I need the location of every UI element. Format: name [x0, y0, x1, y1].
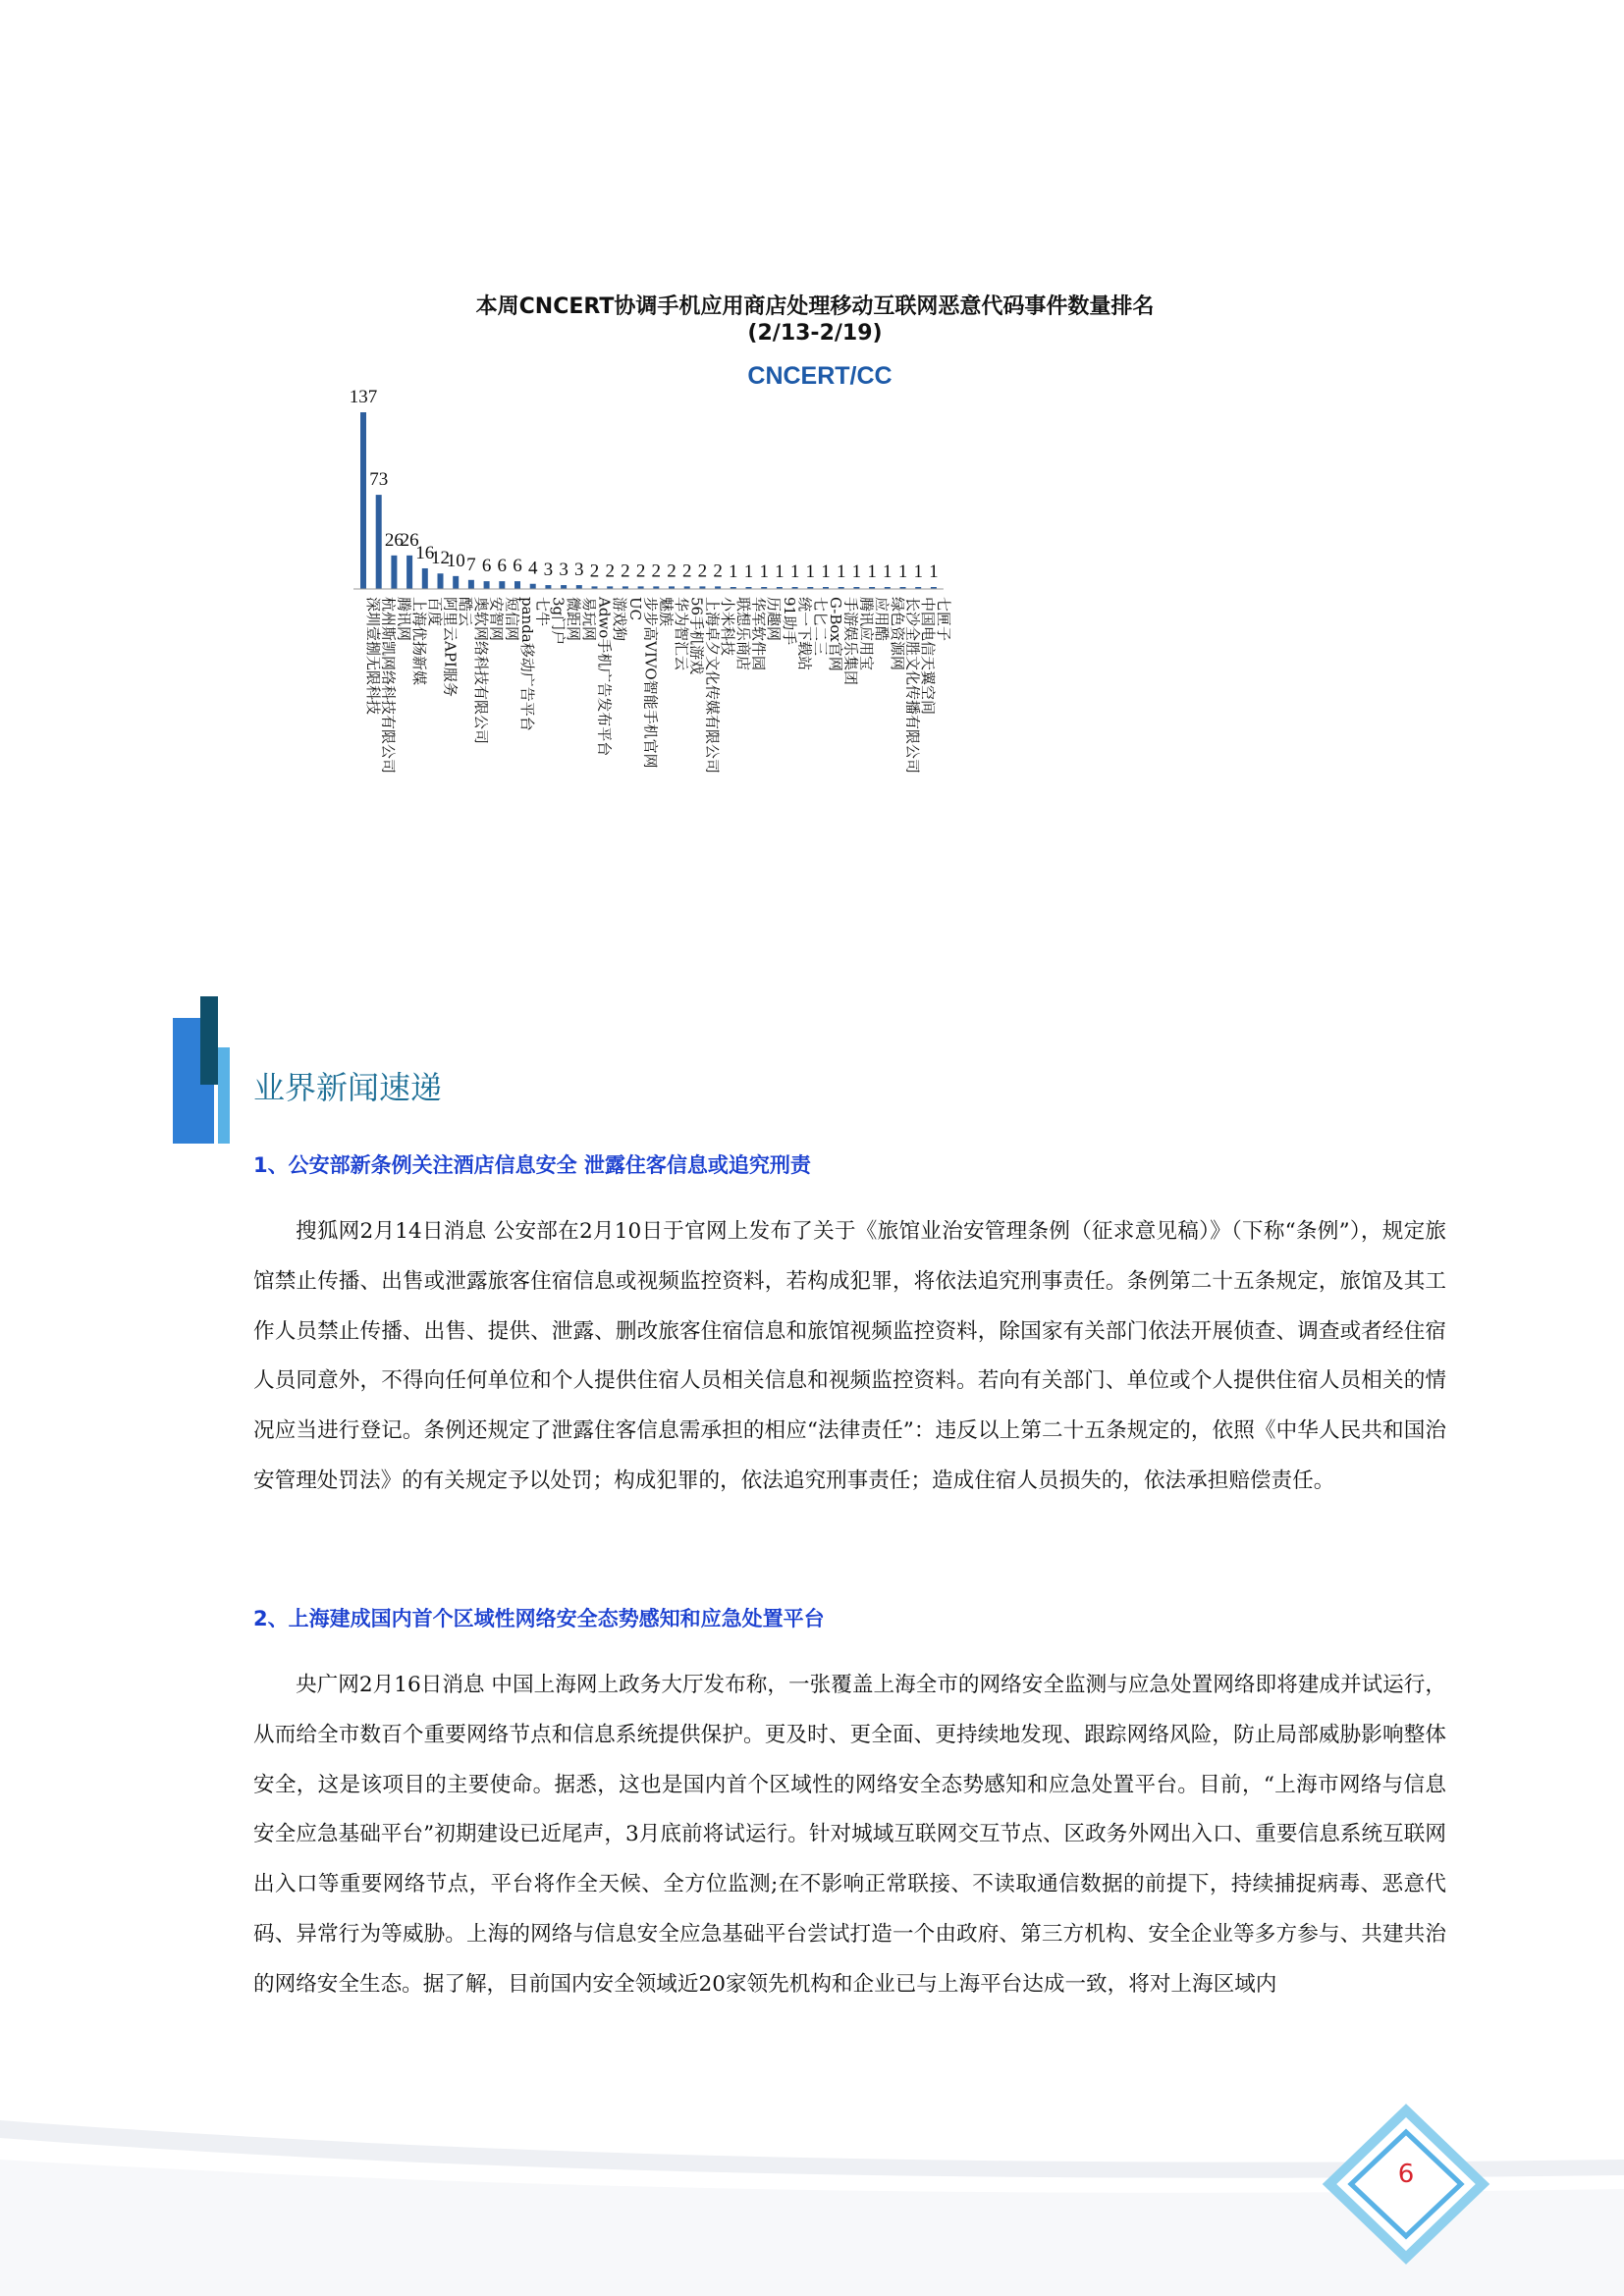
category-label-11: panda移动广告平台 — [518, 597, 536, 731]
category-label-19: 步步高VIVO智能手机官网 — [641, 597, 660, 769]
bar-value-label-5: 16 — [415, 542, 435, 563]
category-label-22: 56手机游戏 — [687, 597, 706, 675]
category-label-3: 腾讯网 — [395, 597, 413, 642]
bar-11 — [514, 581, 520, 589]
bar-15 — [576, 585, 582, 589]
category-label-29: 统一下载站 — [795, 597, 814, 671]
bar-value-label-21: 2 — [667, 561, 677, 582]
bar-value-label-24: 2 — [713, 561, 723, 582]
bar-14 — [561, 585, 567, 589]
bar-value-label-26: 1 — [743, 561, 754, 582]
category-label-5: 百度 — [425, 597, 444, 627]
category-label-30: 七匕二三 — [811, 597, 830, 657]
category-label-31: G-Box官网 — [827, 597, 844, 671]
bar-value-label-10: 6 — [497, 556, 508, 577]
bar-value-label-17: 2 — [605, 561, 615, 582]
category-label-32: 手游娱乐集团 — [841, 597, 860, 686]
bar-9 — [484, 581, 490, 589]
bar-value-label-12: 4 — [527, 558, 538, 579]
category-label-20: 魅族 — [657, 597, 676, 627]
category-label-25: 联想乐商店 — [733, 597, 752, 671]
footer-decoration — [0, 2091, 1624, 2296]
bar-value-label-15: 3 — [574, 560, 584, 581]
category-label-10: 短信网 — [503, 597, 521, 642]
bar-value-label-29: 1 — [789, 561, 800, 582]
category-label-26: 华军软件园 — [749, 597, 768, 671]
bar-7 — [453, 576, 459, 589]
bar-value-label-7: 10 — [446, 550, 465, 571]
category-label-33: 腾讯应用宝 — [857, 597, 876, 671]
bar-value-label-14: 3 — [559, 560, 568, 581]
bar-value-label-3: 26 — [384, 529, 404, 551]
category-label-37: 中国电信天翼空间 — [919, 597, 938, 716]
category-label-34: 应用酷 — [873, 597, 892, 642]
category-label-16: Adwo手机广告发布平台 — [595, 597, 614, 757]
bar-value-label-16: 2 — [589, 561, 600, 582]
bar-value-label-33: 1 — [851, 561, 862, 582]
bar-4 — [406, 556, 412, 589]
bar-5 — [422, 568, 428, 589]
bar-value-label-1: 137 — [349, 387, 378, 407]
bar-value-label-23: 2 — [697, 561, 708, 582]
bar-value-label-22: 2 — [681, 561, 692, 582]
category-label-36: 长沙全胜文化传播有限公司 — [903, 597, 922, 774]
bar-value-label-27: 1 — [759, 561, 769, 582]
category-label-9: 安智网 — [487, 597, 506, 642]
bar-2 — [376, 495, 382, 589]
bar-3 — [391, 556, 397, 589]
news-heading-2: 2、上海建成国内首个区域性网络安全态势感知和应急处置平台 — [253, 1607, 825, 1630]
category-label-38: 七匣子 — [934, 597, 952, 642]
page-number: 6 — [1397, 2160, 1415, 2189]
section-title: 业界新闻速递 — [253, 1069, 443, 1106]
bar-value-label-35: 1 — [883, 561, 893, 582]
category-label-24: 小米科技 — [719, 597, 737, 657]
bar-8 — [468, 580, 474, 589]
bar-value-label-13: 3 — [543, 560, 554, 581]
bar-value-label-38: 1 — [929, 561, 939, 582]
bar-chart — [324, 387, 1326, 908]
category-label-6: 阿里云API服务 — [441, 597, 460, 697]
bar-value-label-8: 7 — [466, 554, 476, 575]
bar-value-label-6: 12 — [431, 548, 450, 569]
category-label-21: 华为智汇云 — [673, 597, 690, 671]
bar-value-label-9: 6 — [481, 556, 492, 577]
category-label-13: 3g门户 — [549, 597, 568, 646]
bar-value-label-18: 2 — [621, 561, 630, 582]
bar-value-label-34: 1 — [867, 561, 877, 582]
news-body-2: 央广网2月16日消息 中国上海网上政务大厅发布称，一张覆盖上海全市的网络安全监测与应急处置网络即将建成并试运行，从而给全市数百个重要网络节点和信息系统提供保护。更及时、更全面、更持续地发现、跟踪网络风险，防止局部威胁影响整体安全，这是该项目的主要使命。据悉，这也是国内首个区域性的网络安全态势感知和应急处置平台。目前，“上海市网络与信息安全应急基础平台”初期建设已近尾声，3月底前将试运行。针对城域互联网交互节点、区政务外网出入口、重要信息系统互联网出入口等重要网络节点，平台将作全天候、全方位监测;在不影响正常联接、不读取通信数据的前提下，持续捕捉病毒、恶意代码、异常行为等威胁。上海的网络与信息安全应急基础平台尝试打造一个由政府、第三方机构、安全企业等多方参与、共建共治的网络安全生态。据了解，目前国内安全领域近20家领先机构和企业已与上海平台达成一致，将对上海区域内 — [253, 1673, 1446, 1997]
bar-value-label-37: 1 — [913, 561, 923, 582]
category-label-28: 91助手 — [780, 597, 798, 646]
news-body-1: 搜狐网2月14日消息 公安部在2月10日于官网上发布了关于《旅馆业治安管理条例（征求意见稿）》（下称“条例”），规定旅馆禁止传播、出售或泄露旅客住宿信息或视频监控资料，若构成犯罪，将依法追究刑事责任。条例第二十五条规定，旅馆及其工作人员禁止传播、出售、提供、泄露、删改旅客住宿信息和旅馆视频监控资料，除国家有关部门依法开展侦查、调查或者经住宿人员同意外，不得向任何单位和个人提供住宿人员相关信息和视频监控资料。若向有关部门、单位或个人提供住宿人员相关的情况应当进行登记。条例还规定了泄露住客信息需承担的相应“法律责任”：违反以上第二十五条规定的，依照《中华人民共和国治安管理处罚法》的有关规定予以处罚；构成犯罪的，依法追究刑事责任；造成住宿人员损失的，依法承担赔偿责任。 — [253, 1219, 1446, 1493]
chart-container — [324, 290, 1326, 918]
bar-value-label-25: 1 — [729, 561, 738, 582]
bar-value-label-20: 2 — [651, 561, 662, 582]
category-label-27: 历趣网 — [765, 597, 784, 642]
chart-subtitle: (2/13-2/19) — [747, 321, 883, 346]
bar-value-label-19: 2 — [635, 561, 646, 582]
bar-12 — [530, 584, 536, 589]
bar-13 — [545, 585, 551, 589]
category-label-14: 微距网 — [565, 597, 583, 642]
category-label-4: 上海优扬新媒 — [410, 597, 429, 686]
category-label-17: 游戏狗 — [611, 597, 629, 642]
category-label-7: 酷云 — [457, 597, 475, 627]
logo-text: CNCERT/CC — [747, 362, 893, 390]
bar-value-label-28: 1 — [775, 561, 785, 582]
bar-value-label-4: 26 — [400, 529, 419, 551]
category-label-8: 奥软网络科技有限公司 — [471, 597, 490, 745]
news-heading-1: 1、公安部新条例关注酒店信息安全 泄露住客信息或追究刑责 — [253, 1153, 811, 1177]
cncert-logo — [731, 358, 908, 392]
category-label-35: 绿色资源网 — [888, 597, 906, 671]
bar-1 — [360, 412, 366, 589]
chart-title: 本周CNCERT协调手机应用商店处理移动互联网恶意代码事件数量排名 — [475, 294, 1155, 319]
category-label-12: 七牛 — [533, 597, 552, 627]
bar-value-label-31: 1 — [821, 561, 831, 582]
section-decoration — [165, 996, 234, 1144]
bar-value-label-32: 1 — [836, 561, 846, 582]
bar-10 — [499, 581, 505, 589]
bar-value-label-30: 1 — [805, 561, 816, 582]
category-label-15: 易玩网 — [579, 597, 598, 642]
category-label-1: 深圳壹捌无限科技 — [364, 597, 382, 716]
category-label-18: UC — [625, 597, 644, 621]
category-label-23: 上海卓夕文化传媒有限公司 — [703, 597, 722, 774]
bar-value-label-11: 6 — [513, 556, 522, 577]
bar-6 — [438, 573, 444, 589]
category-label-2: 杭州斯凯网络科技有限公司 — [379, 597, 398, 774]
bar-value-label-36: 1 — [897, 561, 908, 582]
bar-value-label-2: 73 — [369, 469, 389, 491]
